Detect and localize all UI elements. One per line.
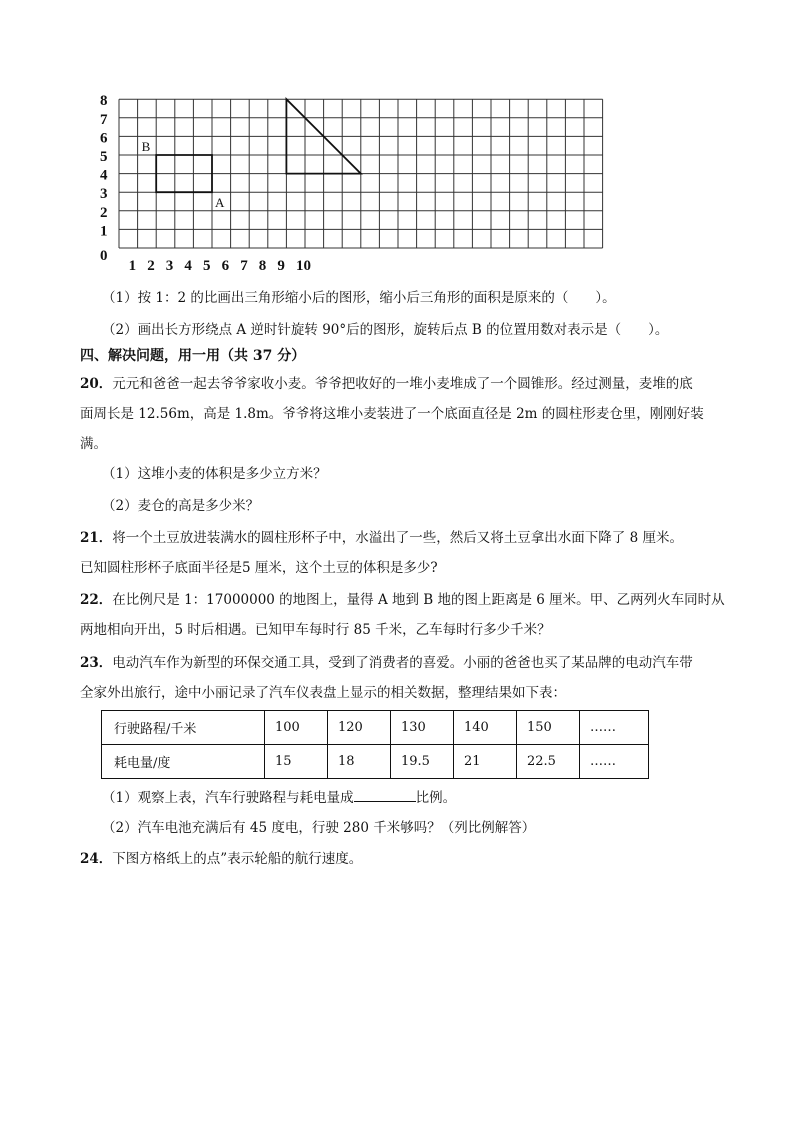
q23-part1 [102,787,456,808]
table-cell: 120 [328,711,391,745]
x-tick-label: 8 [258,258,267,274]
q24-line1 [80,849,362,869]
point-b-label: B [141,139,151,154]
q23-line1 [80,653,693,673]
y-tick-label: 7 [100,111,108,128]
q19-part1: （1）按 1：2 的比画出三角形缩小后的图形，缩小后三角形的面积是原来的（ ）。 [102,290,616,306]
table-row-header: 耗电量/度 [102,745,265,779]
coordinate-grid-figure [96,86,616,276]
q22-line1 [80,590,725,610]
table-cell: 21 [454,745,517,779]
x-tick-label: 10 [296,258,311,274]
q22-line2: 两地相向开出，5 时后相遇。已知甲车每时行 85 千米，乙车每时行多少千米？ [80,622,551,638]
q20-line3: 满。 [80,436,107,452]
y-tick-label: 8 [100,93,108,110]
table-cell: 18 [328,745,391,779]
q21-text1: 将一个土豆放进装满水的圆柱形杯子中，水溢出了一些，然后又将土豆拿出水面下降了 8 厘米。 [112,530,683,546]
q24-text1: 下图方格纸上的点”表示轮船的航行速度。 [112,851,363,867]
table-cell: 19.5 [391,745,454,779]
q23-number: 23． [80,655,113,671]
y-tick-label: 4 [100,167,108,184]
y-tick-label: 6 [100,130,108,147]
table-cell: 140 [454,711,517,745]
q20-text1: 元元和爸爸一起去爷爷家收小麦。爷爷把收好的一堆小麦堆成了一个圆锥形。经过测量，麦堆的底 [112,376,693,392]
x-tick-label: 3 [165,258,174,274]
y-tick-label: 3 [100,186,108,203]
q20-part2: （2）麦仓的高是多少米？ [102,498,260,514]
q23-text1: 电动汽车作为新型的环保交通工具，受到了消费者的喜爱。小丽的爸爸也买了某品牌的电动汽车带 [112,655,693,671]
q21-line1 [80,528,683,548]
y-tick-label: 1 [100,223,108,240]
q19-part2: （2）画出长方形绕点 A 逆时针旋转 90°后的图形，旋转后点 B 的位置用数对表示是（ ）。 [102,322,669,338]
table-row [102,745,649,779]
y-tick-label: 5 [100,149,108,165]
q23-part2: （2）汽车电池充满后有 45 度电，行驶 280 千米够吗？（列比例解答） [102,820,536,836]
q24-number: 24． [80,851,113,867]
table-cell: 100 [265,711,328,745]
x-tick-label: 9 [277,258,285,274]
table-cell: 22.5 [517,745,580,779]
point-a-label: A [215,195,225,211]
x-tick-label: 4 [184,258,192,274]
grid-svg [96,86,616,276]
x-tick-label: 6 [221,258,230,274]
table-cell: 15 [265,745,328,779]
q23-line2: 全家外出旅行，途中小丽记录了汽车仪表盘上显示的相关数据，整理结果如下表： [80,685,566,701]
q20-number: 20． [80,376,113,392]
q22-number: 22． [80,592,113,608]
table-row-header: 行驶路程/千米 [102,711,265,745]
x-tick-label: 2 [147,258,155,274]
data-table [101,710,649,779]
x-tick-label: 5 [203,258,211,274]
y-tick-label: 2 [100,204,108,221]
table-cell: 130 [391,711,454,745]
table-row [102,711,649,745]
q21-number: 21． [80,530,113,546]
q23-part1-text: （1）观察上表，汽车行驶路程与耗电量成 [102,790,354,806]
q20-line1 [80,374,693,394]
q22-text1: 在比例尺是 1：17000000 的地图上，量得 A 地到 B 地的图上距离是 6 厘米。甲、乙两列火车同时从 [112,592,725,608]
q20-line2: 面周长是 12.56m，高是 1.8m。爷爷将这堆小麦装进了一个底面直径是 2m 的圆柱形麦仓里，刚刚好装 [80,406,704,422]
section-heading: 四、解决问题，用一用（共 37 分） [80,348,306,364]
x-tick-label: 7 [240,258,248,274]
x-tick-label: 1 [128,258,137,274]
q20-part1: （1）这堆小麦的体积是多少立方米？ [102,466,327,482]
table-cell: …… [580,745,649,779]
table-cell: 150 [517,711,580,745]
y-tick-label: 0 [100,248,108,264]
q23-part1-text-end: 比例。 [415,790,457,806]
q21-line2: 已知圆柱形杯子底面半径是5 厘米，这个土豆的体积是多少? [80,560,438,576]
table-cell: …… [580,711,649,745]
answer-blank[interactable] [354,787,416,802]
